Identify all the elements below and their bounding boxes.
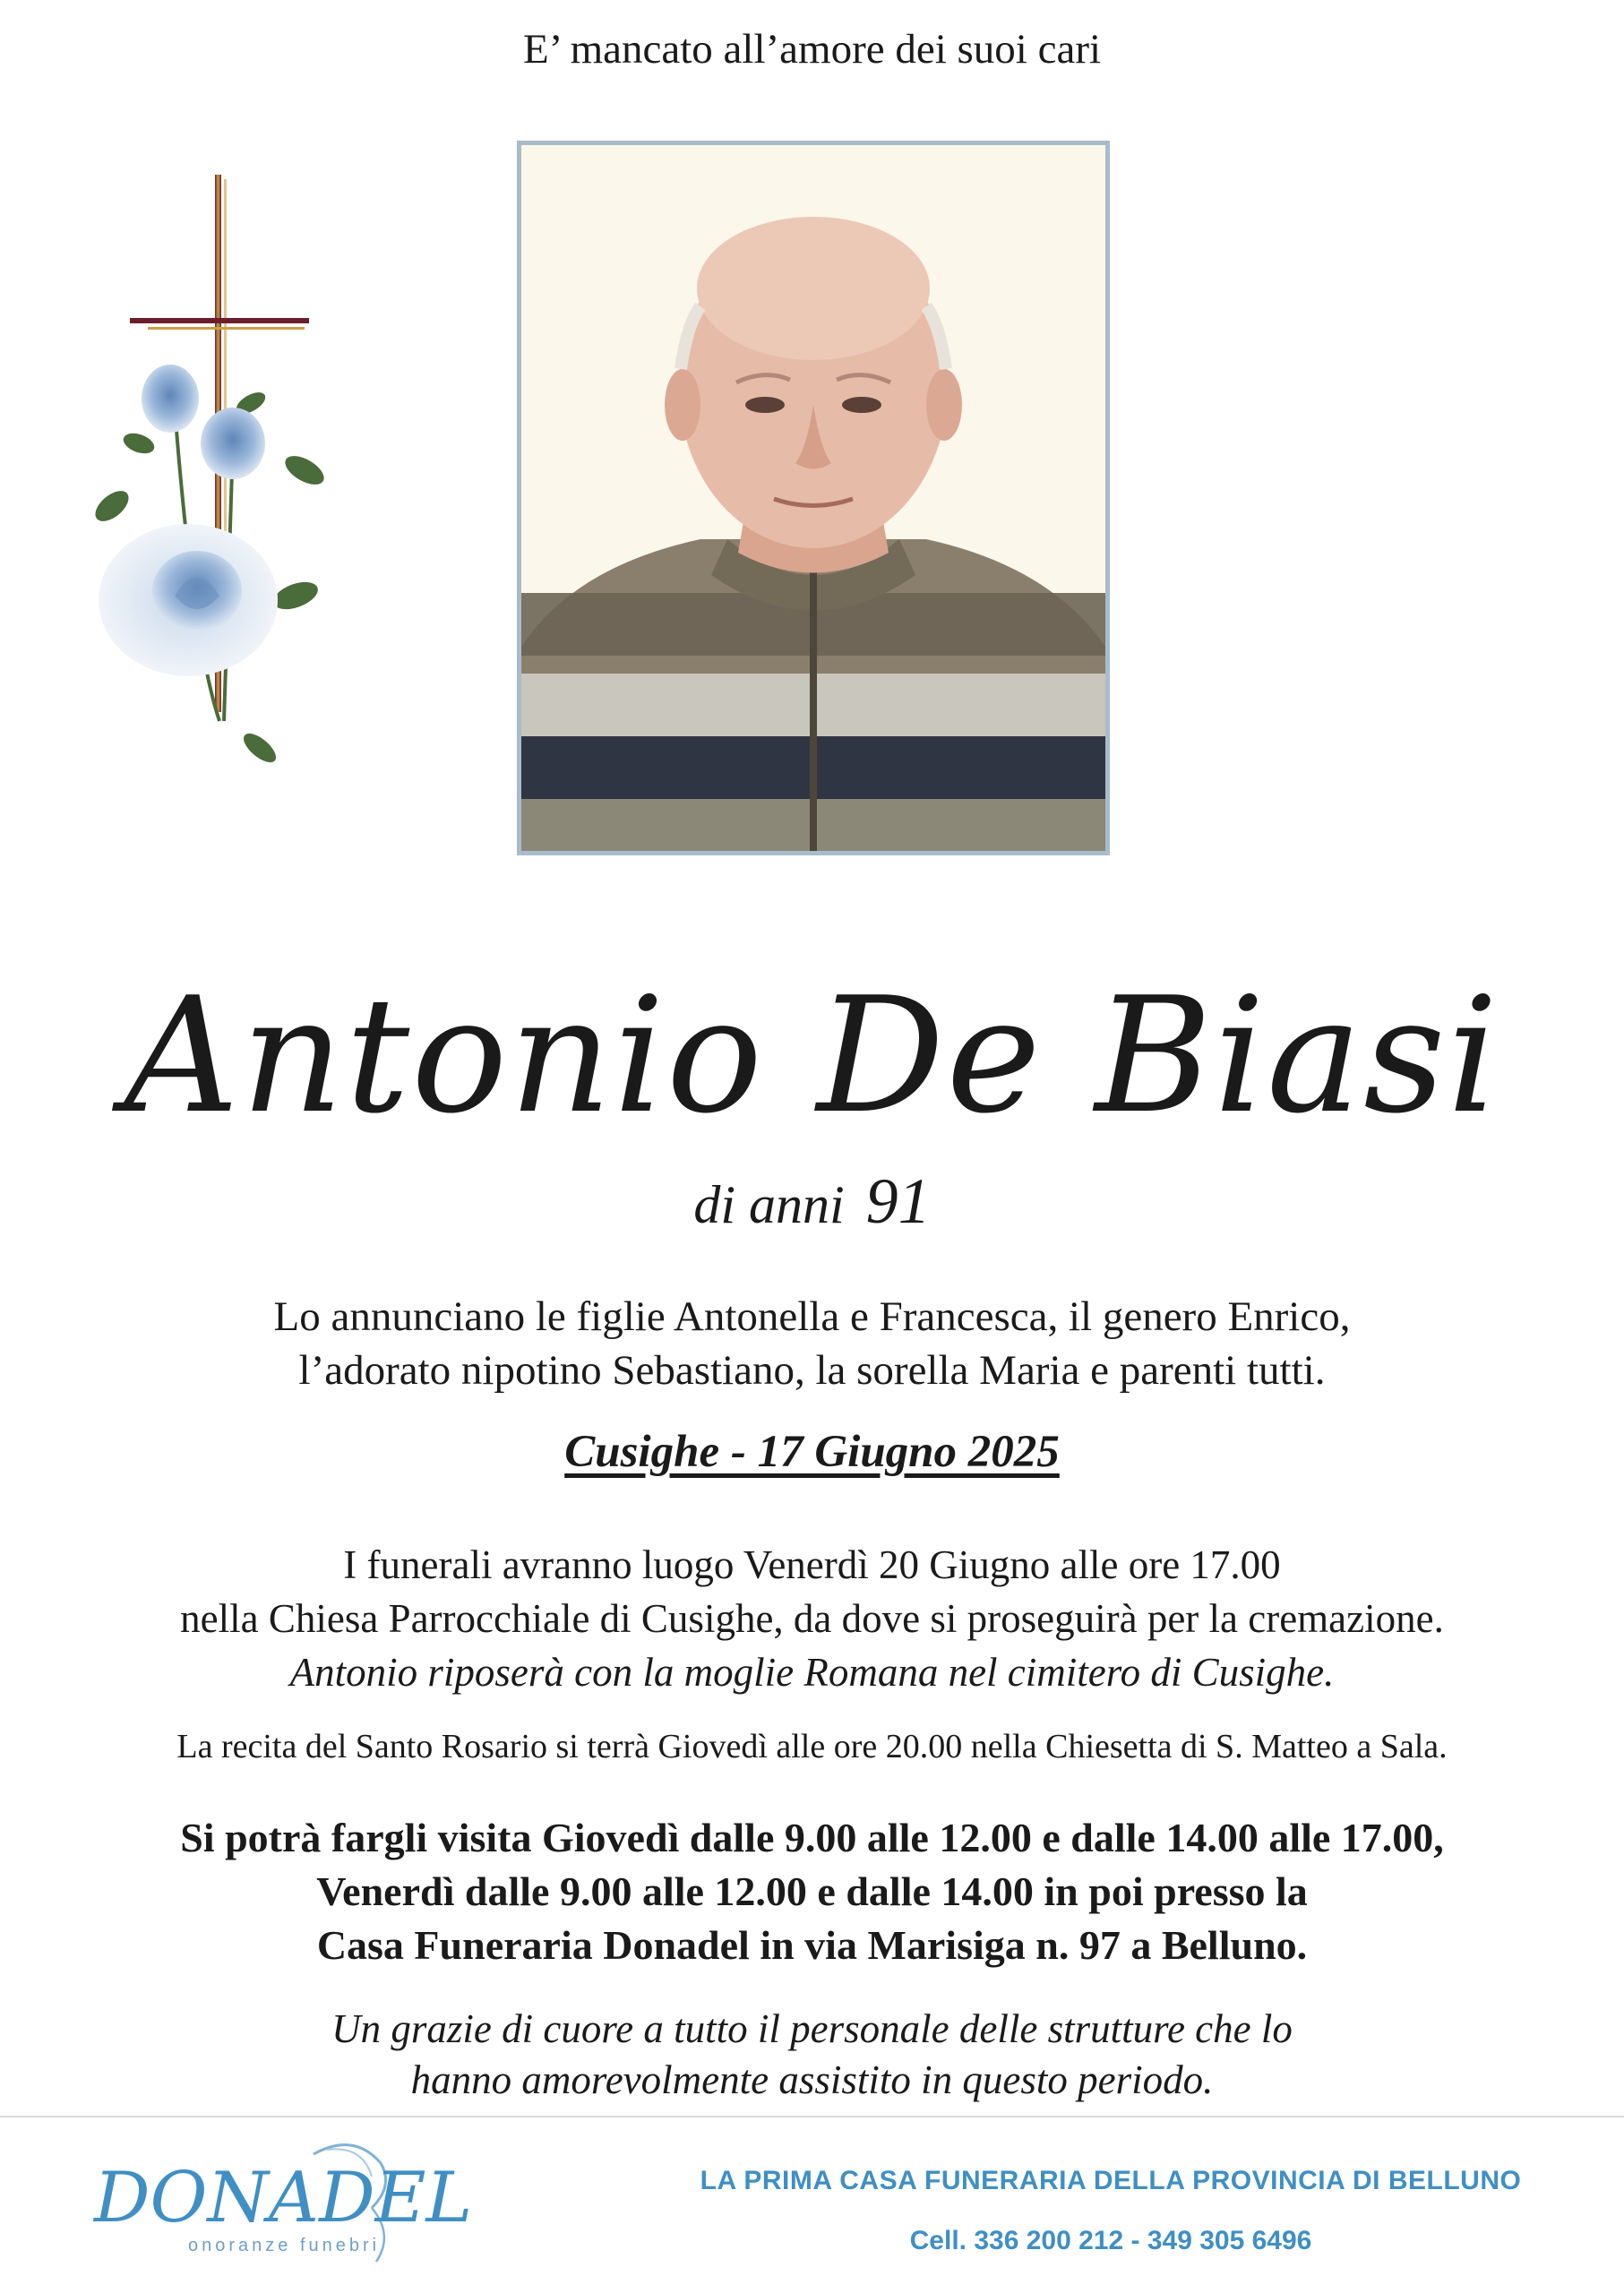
place-date: Cusighe - 17 Giugno 2025 — [564, 1427, 1060, 1477]
notice-heading: E’ mancato all’amore dei suoi cari — [522, 26, 1102, 73]
rosary-info: La recita del Santo Rosario si terrà Giovedì alle ore 20.00 nella Chiesetta di S. Matteo a Sala. — [176, 1728, 1448, 1765]
donadel-logo — [85, 2136, 479, 2271]
visit-line: Casa Funeraria Donadel in via Marisiga n. 97 a Belluno. — [316, 1922, 1308, 1968]
visit-line: Si potrà fargli visita Giovedì dalle 9.00 alle 12.00 e dalle 14.00 alle 17.00, — [180, 1815, 1444, 1860]
visit-line: Venerdì dalle 9.00 alle 12.00 e dalle 14.00 in poi presso la — [316, 1868, 1308, 1914]
age-line — [0, 1164, 1624, 1239]
portrait-photo — [517, 141, 1110, 855]
visit-info — [0, 1811, 1624, 1972]
svg-text:DONADEL: DONADEL — [94, 2158, 473, 2238]
funeral-line: nella Chiesa Parrocchiale di Cusighe, da dove si proseguirà per la cremazione. — [180, 1596, 1444, 1641]
footer-phones[interactable]: Cell. 336 200 212 - 349 305 6496 — [909, 2226, 1312, 2255]
announcement — [0, 1290, 1624, 1397]
funeral-info — [0, 1538, 1624, 1699]
cross-with-roses-icon — [85, 175, 336, 802]
footer-divider — [0, 2116, 1624, 2117]
thanks-line: Un grazie di cuore a tutto il personale delle strutture che lo — [331, 2006, 1293, 2051]
announcement-line: Lo annunciano le figlie Antonella e Francesca, il genero Enrico, — [273, 1293, 1351, 1340]
age-prefix: di anni — [693, 1175, 845, 1234]
age-value: 91 — [865, 1165, 931, 1237]
deceased-name: Antonio De Biasi — [124, 963, 1500, 1148]
svg-text:onoranze funebri: onoranze funebri — [188, 2236, 381, 2255]
thanks-message — [0, 2004, 1624, 2106]
funeral-line: I funerali avranno luogo Venerdì 20 Giugno alle ore 17.00 — [343, 1542, 1281, 1587]
thanks-line: hanno amorevolmente assistito in questo periodo. — [410, 2057, 1214, 2102]
announcement-line: l’adorato nipotino Sebastiano, la sorella Maria e parenti tutti. — [298, 1347, 1326, 1394]
footer-tagline: LA PRIMA CASA FUNERARIA DELLA PROVINCIA DI BELLUNO — [700, 2166, 1522, 2195]
burial-line: Antonio riposerà con la moglie Romana nel cimitero di Cusighe. — [289, 1650, 1335, 1695]
